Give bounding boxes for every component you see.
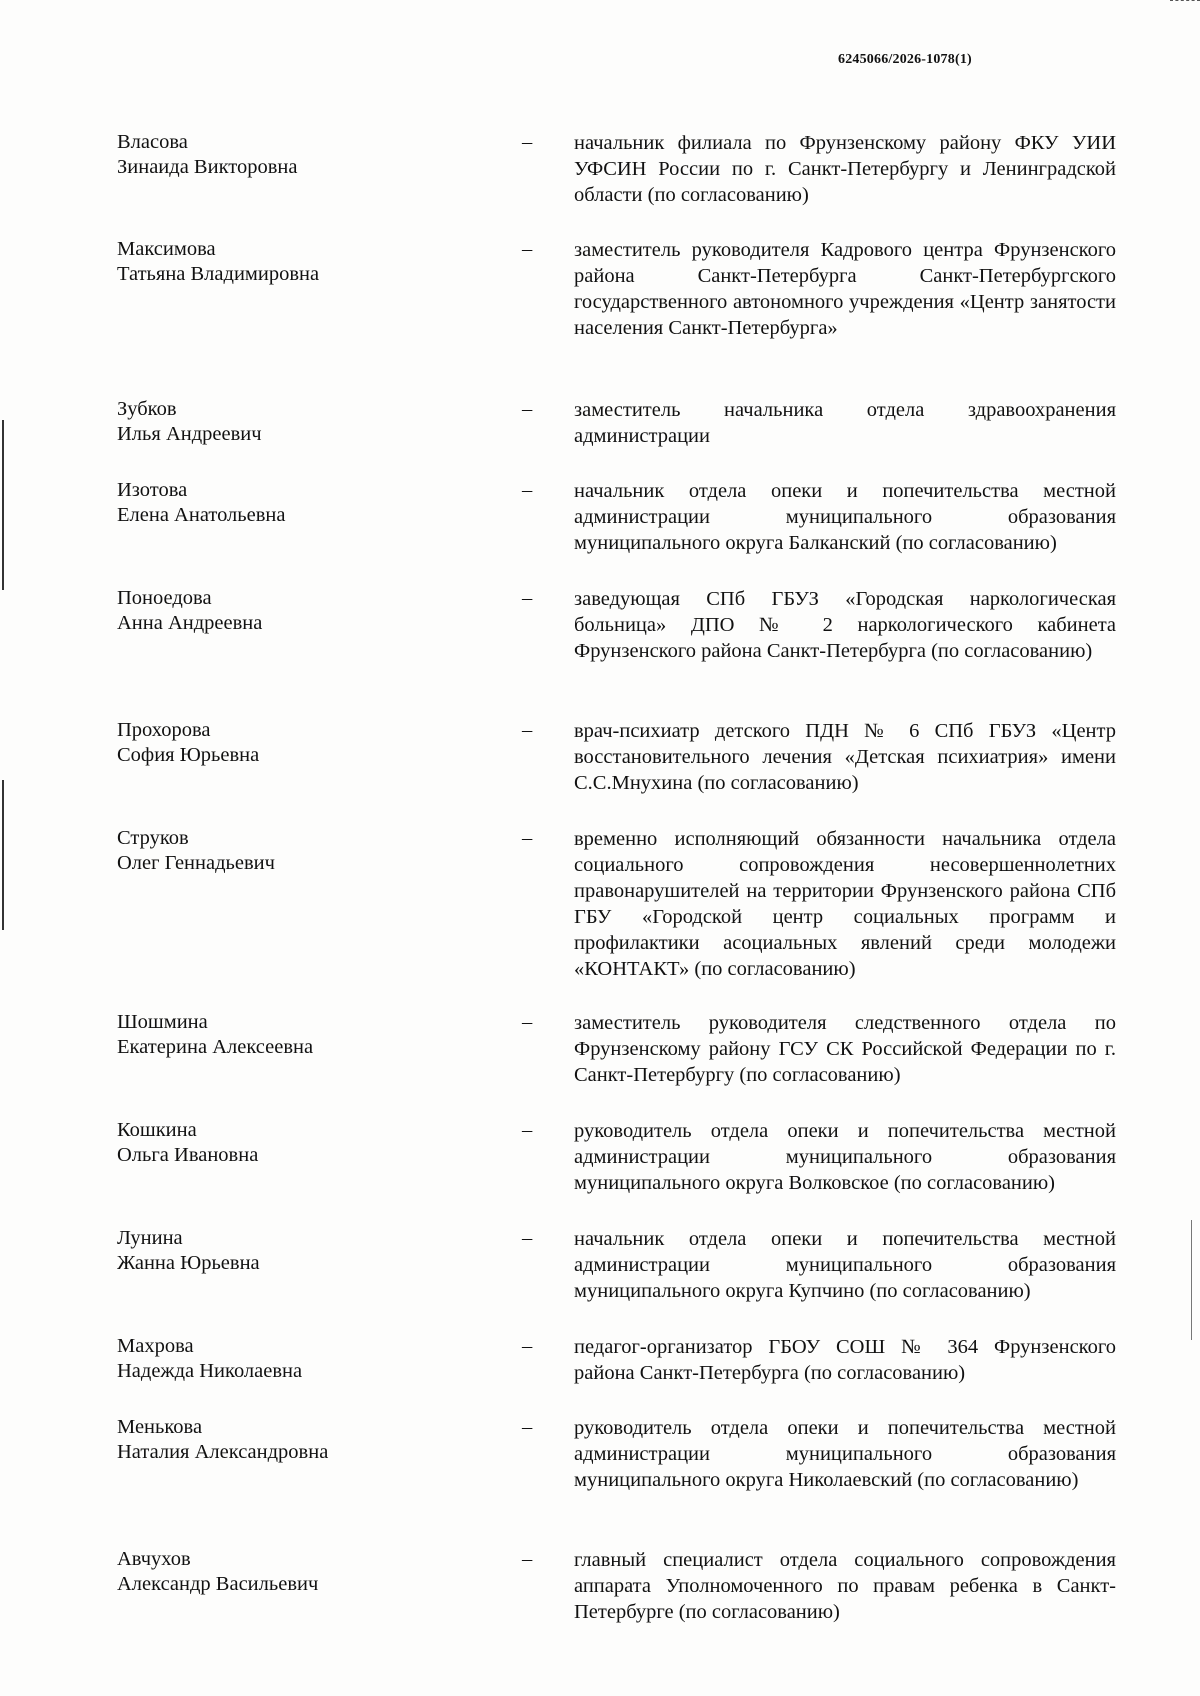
member-surname: Махрова	[117, 1335, 194, 1357]
member-name	[117, 586, 477, 636]
separator-dash: –	[522, 1119, 533, 1141]
member-surname: Авчухов	[117, 1548, 191, 1570]
member-role: главный специалист отдела социального сопровождения аппарата Уполномоченного по правам ребенка в Санкт-Петербурге (по согласованию)	[574, 1549, 1116, 1623]
separator-dash: –	[522, 1335, 533, 1357]
separator-dash: –	[522, 1416, 533, 1438]
member-given-name: София Юрьевна	[117, 744, 260, 766]
separator-dash: –	[522, 131, 533, 153]
scan-edge-artifact	[2, 420, 4, 590]
member-surname: Поноедова	[117, 587, 212, 609]
separator-dash: –	[522, 398, 533, 420]
member-given-name: Зинаида Викторовна	[117, 156, 298, 178]
member-name	[117, 1547, 477, 1597]
separator-dash: –	[522, 587, 533, 609]
member-name	[117, 718, 477, 768]
member-surname: Лунина	[117, 1227, 183, 1249]
member-surname: Власова	[117, 131, 188, 153]
member-surname: Кошкина	[117, 1119, 197, 1141]
member-surname: Прохорова	[117, 719, 211, 741]
member-role: педагог-организатор ГБОУ СОШ № 364 Фрунзенского района Санкт-Петербурга (по согласованию)	[574, 1336, 1116, 1384]
member-role: заместитель начальника отдела здравоохранения администрации	[574, 399, 1116, 447]
member-name	[117, 237, 477, 287]
member-surname: Изотова	[117, 479, 188, 501]
member-name	[117, 1415, 477, 1465]
scan-edge-artifact	[1191, 1220, 1192, 1340]
member-role: заместитель руководителя Кадрового центра Фрунзенского района Санкт-Петербурга Санкт-Петербургского государственного автономного учреждения «Центр занятости населения Санкт-Петербурга»	[574, 239, 1116, 339]
member-surname: Максимова	[117, 238, 216, 260]
member-name	[117, 397, 477, 447]
member-given-name: Надежда Николаевна	[117, 1360, 303, 1382]
member-name	[117, 478, 477, 528]
member-given-name: Ольга Ивановна	[117, 1144, 259, 1166]
separator-dash: –	[522, 1227, 533, 1249]
member-surname: Зубков	[117, 398, 177, 420]
member-surname: Шошмина	[117, 1011, 208, 1033]
member-role: врач-психиатр детского ПДН № 6 СПб ГБУЗ «Центр восстановительного лечения «Детская психиатрия» имени С.С.Мнухина (по согласованию)	[574, 720, 1116, 794]
member-role: временно исполняющий обязанности начальника отдела социального сопровождения несовершеннолетних правонарушителей на территории Фрунзенского района СПб ГБУ «Городской центр социальных программ и профилактики асоциальных явлений среди молодежи «КОНТАКТ» (по согласованию)	[574, 828, 1116, 980]
member-name	[117, 130, 477, 180]
member-role: заместитель руководителя следственного отдела по Фрунзенскому району ГСУ СК Российской Федерации по г. Санкт-Петербургу (по согласованию)	[574, 1012, 1116, 1086]
member-name	[117, 1010, 477, 1060]
separator-dash: –	[522, 1011, 533, 1033]
member-role: начальник отдела опеки и попечительства местной администрации муниципального образования муниципального округа Купчино (по согласованию)	[574, 1228, 1116, 1302]
member-role: заведующая СПб ГБУЗ «Городская наркологическая больница» ДПО № 2 наркологического кабинета Фрунзенского района Санкт-Петербурга (по согласованию)	[574, 588, 1116, 662]
member-given-name: Жанна Юрьевна	[117, 1252, 260, 1274]
member-role: начальник филиала по Фрунзенскому району ФКУ УИИ УФСИН России по г. Санкт-Петербургу и Ленинградской области (по согласованию)	[574, 132, 1116, 206]
member-given-name: Елена Анатольевна	[117, 504, 286, 526]
member-given-name: Илья Андреевич	[117, 423, 262, 445]
scan-edge-artifact	[2, 780, 4, 930]
separator-dash: –	[522, 238, 533, 260]
member-name	[117, 826, 477, 876]
member-given-name: Анна Андреевна	[117, 612, 263, 634]
member-surname: Струков	[117, 827, 189, 849]
member-role: руководитель отдела опеки и попечительства местной администрации муниципального образования муниципального округа Волковское (по согласованию)	[574, 1120, 1116, 1194]
member-role: руководитель отдела опеки и попечительства местной администрации муниципального образования муниципального округа Николаевский (по согласованию)	[574, 1417, 1116, 1491]
member-surname: Менькова	[117, 1416, 203, 1438]
separator-dash: –	[522, 479, 533, 501]
member-given-name: Олег Геннадьевич	[117, 852, 275, 874]
separator-dash: –	[522, 1548, 533, 1570]
separator-dash: –	[522, 719, 533, 741]
member-given-name: Александр Васильевич	[117, 1573, 319, 1595]
scan-corner-mark	[1170, 0, 1200, 4]
document-number: 6245066/2026-1078(1)	[838, 52, 972, 67]
member-name	[117, 1226, 477, 1276]
member-given-name: Татьяна Владимировна	[117, 263, 320, 285]
member-given-name: Екатерина Алексеевна	[117, 1036, 314, 1058]
separator-dash: –	[522, 827, 533, 849]
member-name	[117, 1118, 477, 1168]
member-name	[117, 1334, 477, 1384]
member-given-name: Наталия Александровна	[117, 1441, 329, 1463]
member-role: начальник отдела опеки и попечительства местной администрации муниципального образования муниципального округа Балканский (по согласованию)	[574, 480, 1116, 554]
